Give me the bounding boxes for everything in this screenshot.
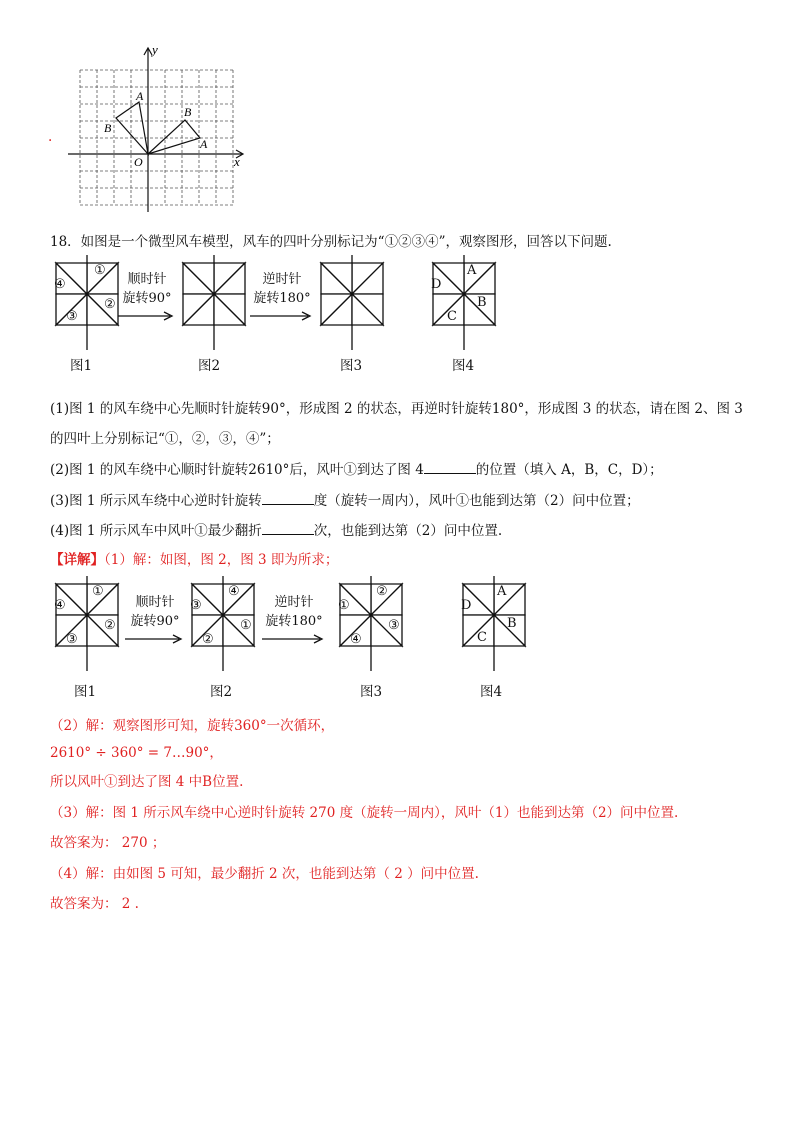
- answer-fig-1: [48, 576, 126, 675]
- coordinate-grid-figure: [60, 40, 250, 215]
- fig4-mark-c: C: [447, 309, 457, 324]
- ans-fig3-mark-4: ④: [350, 632, 362, 647]
- answer-tag: 【详解】: [50, 552, 104, 568]
- part-4: (4)图 1 所示风车中风叶①最少翻折 次，也能到达第（2）问中位置.: [50, 523, 503, 539]
- q-fig4-label: 图4: [452, 358, 475, 374]
- question-fig-2: [175, 255, 253, 354]
- answer-part-3: （3）解：图 1 所示风车绕中心逆时针旋转 270 度（旋转一周内），风叶（1）也能到达第（2）问中位置.: [50, 805, 679, 821]
- fig1-mark-2: ②: [104, 297, 116, 312]
- q-fig3-label: 图3: [340, 358, 363, 374]
- answer-part-2: （2）解：观察图形可知，旋转360°一次循环，: [50, 718, 335, 734]
- a-fig2-label: 图2: [210, 684, 233, 700]
- y-axis-label: y: [152, 42, 158, 57]
- stray-dot: .: [48, 129, 53, 145]
- fig4-mark-b: B: [477, 295, 487, 310]
- answer-part-1: 【详解】（1）解：如图，图 2，图 3 即为所求；: [50, 552, 339, 568]
- a-fig4-label: 图4: [480, 684, 503, 700]
- origin-label: O: [134, 155, 143, 169]
- fig1-mark-3: ③: [66, 309, 78, 324]
- ans-fig2-mark-3: ③: [190, 598, 202, 613]
- answer-fig-3: [332, 576, 410, 675]
- fig1-mark-1: ①: [94, 263, 106, 278]
- part-1-line-b: 的四叶上分别标记“①，②，③，④”；: [50, 431, 280, 447]
- ans-fig4-mark-a: A: [497, 584, 507, 599]
- answer-part-4-result: 故答案为： 2 .: [50, 896, 139, 912]
- q-fig1-label: 图1: [70, 358, 93, 374]
- ans-fig1-mark-4: ④: [54, 598, 66, 613]
- part-4-blank[interactable]: [262, 522, 314, 535]
- ans-fig1-mark-1: ①: [92, 584, 104, 599]
- fig4-mark-a: A: [467, 263, 477, 278]
- answer-part-2-conclusion: 所以风叶①到达了图 4 中B位置.: [50, 774, 244, 790]
- answer-part-2-equation: 2610° ÷ 360° = 7…90°，: [50, 745, 223, 761]
- answer-fig-4: [455, 576, 533, 675]
- point-a1-label: A: [136, 89, 144, 103]
- answer-part-4: （4）解：由如图 5 可知，最少翻折 2 次，也能到达第（ 2 ）问中位置.: [50, 866, 479, 882]
- question-18-stem: 18．如图是一个微型风车模型，风车的四叶分别标记为“①②③④”，观察图形，回答以下问题.: [50, 234, 612, 250]
- part-1-line-a: (1)图 1 的风车绕中心先顺时针旋转90°，形成图 2 的状态，再逆时针旋转180°，形成图 3 的状态，请在图 2、图 3: [50, 401, 743, 417]
- part-3: (3)图 1 所示风车绕中心逆时针旋转 度（旋转一周内），风叶①也能到达第（2）问中位置；: [50, 493, 640, 509]
- ans-fig2-mark-2: ②: [202, 632, 214, 647]
- ans-fig3-mark-3: ③: [388, 618, 400, 633]
- ans-fig3-mark-1: ①: [338, 598, 350, 613]
- question-fig-3: [313, 255, 391, 354]
- ans-fig4-mark-b: B: [507, 616, 517, 631]
- ans-fig2-mark-1: ①: [240, 618, 252, 633]
- a-fig3-label: 图3: [360, 684, 383, 700]
- a-fig1-label: 图1: [74, 684, 97, 700]
- part-2-blank[interactable]: [424, 461, 476, 474]
- ans-fig4-mark-d: D: [461, 598, 472, 613]
- part-2: (2)图 1 的风车绕中心顺时针旋转2610°后，风叶①到达了图 4 的位置（填入 A，B，C，D）；: [50, 462, 663, 478]
- answer-fig-2: [184, 576, 262, 675]
- part-3-blank[interactable]: [262, 492, 314, 505]
- arrow-counterclockwise-180: 逆时针 旋转180°: [250, 268, 314, 325]
- x-axis-label: x: [234, 154, 240, 169]
- arrow-clockwise-90: 顺时针 旋转90°: [118, 268, 176, 325]
- ans-fig1-mark-3: ③: [66, 632, 78, 647]
- q-fig2-label: 图2: [198, 358, 221, 374]
- point-b1-label: B: [104, 121, 112, 135]
- fig1-mark-4: ④: [54, 277, 66, 292]
- ans-fig3-mark-2: ②: [376, 584, 388, 599]
- question-fig-4: [425, 255, 503, 354]
- answer-arrow-counterclockwise-180: 逆时针 旋转180°: [262, 591, 326, 648]
- ans-fig2-mark-4: ④: [228, 584, 240, 599]
- ans-fig4-mark-c: C: [477, 630, 487, 645]
- answer-arrow-clockwise-90: 顺时针 旋转90°: [125, 591, 185, 648]
- fig4-mark-d: D: [431, 277, 442, 292]
- question-fig-1: [48, 255, 126, 354]
- point-a2-label: A: [200, 137, 208, 151]
- point-b2-label: B: [184, 105, 192, 119]
- ans-fig1-mark-2: ②: [104, 618, 116, 633]
- answer-part-3-result: 故答案为： 270 ；: [50, 835, 166, 851]
